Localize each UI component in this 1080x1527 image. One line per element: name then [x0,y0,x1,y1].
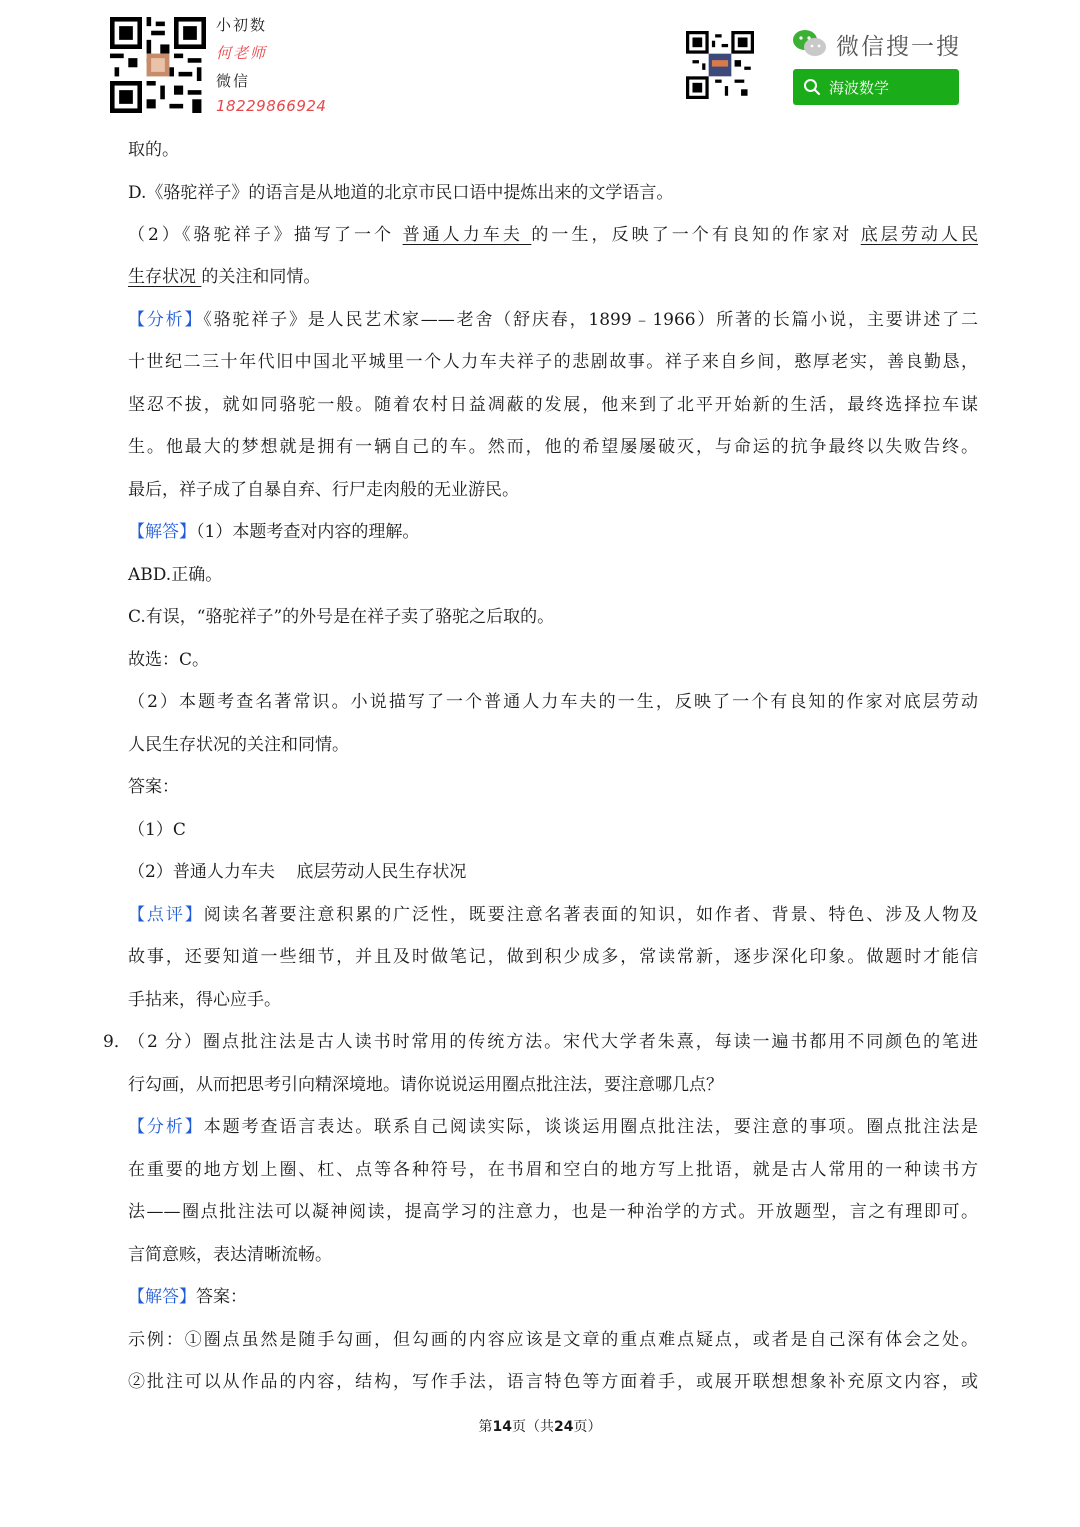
answer-line: 【解答】答案： [128,1287,247,1307]
text-line: 取的。 [128,140,179,160]
text-line: 言简意赅，表达清晰流畅。 [128,1245,332,1265]
answer-line: 【解答】（1）本题考查对内容的理解。 [128,522,420,542]
text-line: 手拈来，得心应手。 [128,990,281,1010]
page-number: 14 [492,1419,512,1435]
text-line: 最后，祥子成了自暴自弃、行尸走肉般的无业游民。 [128,480,519,500]
text-line: 坚忍不拔，就如同骆驼一般。随着农村日益凋蔽的发展，他来到了北平开始新的生活，最终选择拉车谋 [128,395,978,415]
answer-tag: 【解答】 [128,522,196,542]
header-handwriting-line: 何老师 [216,44,268,62]
qr-code-icon [110,17,206,113]
text-line: 故选：C。 [128,650,210,670]
analysis-tag: 【分析】 [128,1117,204,1137]
answer-blank: 生存状况 [128,267,202,287]
text-line: 人民生存状况的关注和同情。 [128,735,349,755]
text-line: （2）普通人力车夫 底层劳动人民生存状况 [128,862,467,882]
text-line: 生存状况 的关注和同情。 [128,267,321,287]
comment-tag: 【点评】 [128,905,204,925]
text-line: （2）本题考查名著常识。小说描写了一个普通人力车夫的一生，反映了一个有良知的作家对底层劳动 [128,692,978,712]
text-line: 在重要的地方划上圈、杠、点等各种符号，在书眉和空白的地方写上批语，就是古人常用的一种读书方 [128,1160,978,1180]
text-line: 故事，还要知道一些细节，并且及时做笔记，做到积少成多，常读常新，逐步深化印象。做题时才能信 [128,947,978,967]
text-line: 法——圈点批注法可以凝神阅读，提高学习的注意力，也是一种治学的方式。开放题型，言之有理即可。 [128,1202,978,1222]
text-line: 十世纪二三十年代旧中国北平城里一个人力车夫祥子的悲剧故事。祥子来自乡间，憨厚老实，善良勤恳， [128,352,978,372]
page-total: 24 [554,1419,574,1435]
header-phone-number: 18229866924 [216,97,327,115]
text-line: 答案： [128,777,179,797]
text-line: （2）《骆驼祥子》描写了一个 普通人力车夫 的一生，反映了一个有良知的作家对 底层劳动人民 [128,225,978,245]
text-line: ②批注可以从作品的内容，结构，写作手法，语言特色等方面着手，或展开联想想象补充原文内容，或 [128,1372,978,1392]
text-line: ABD.正确。 [128,565,223,585]
analysis-line: 【分析】《骆驼祥子》是人民艺术家——老舍（舒庆春，1899﹣1966）所著的长篇小说，主要讲述了二 [128,310,979,330]
question-number: 9． [103,1032,131,1052]
text-line: （1）C [128,820,186,840]
wechat-search-box[interactable] [793,69,959,105]
text-line: C.有误，“骆驼祥子”的外号是在祥子卖了骆驼之后取的。 [128,607,555,627]
answer-tag: 【解答】 [128,1287,196,1307]
comment-line: 【点评】阅读名著要注意积累的广泛性，既要注意名著表面的知识，如作者、背景、特色、涉及人物及 [128,905,979,925]
text-line: 生。他最大的梦想就是拥有一辆自己的车。然而，他的希望屡屡破灭，与命运的抗争最终以失败告终。 [128,437,978,457]
analysis-line: 【分析】本题考查语言表达。联系自己阅读实际，谈谈运用圈点批注法，要注意的事项。圈点批注法是 [128,1117,979,1137]
header-handwriting-line: 微信 [216,72,251,90]
page-footer: 第14页（共24页） [478,1419,602,1435]
wechat-logo-icon [792,28,828,58]
answer-blank: 底层劳动人民 [860,225,978,245]
text-line: 行勾画，从而把思考引向精深境地。请你说说运用圈点批注法，要注意哪几点？ [128,1075,723,1095]
wechat-search-title: 微信搜一搜 [836,34,961,60]
wechat-search-keyword: 海波数学 [829,78,890,97]
page-header [0,0,1080,125]
text-line: 示例：①圈点虽然是随手勾画，但勾画的内容应该是文章的重点难点疑点，或者是自己深有体会之处。 [128,1330,978,1350]
qr-code-icon [686,31,754,99]
search-icon [803,78,821,96]
header-handwriting-line: 小初数 [216,16,268,34]
text-line: D.《骆驼祥子》的语言是从地道的北京市民口语中提炼出来的文学语言。 [128,183,674,203]
question-line: （2 分）圈点批注法是古人读书时常用的传统方法。宋代大学者朱熹，每读一遍书都用不同颜色的笔进 [128,1032,978,1052]
answer-blank: 普通人力车夫 [402,225,532,245]
analysis-tag: 【分析】 [128,310,204,330]
